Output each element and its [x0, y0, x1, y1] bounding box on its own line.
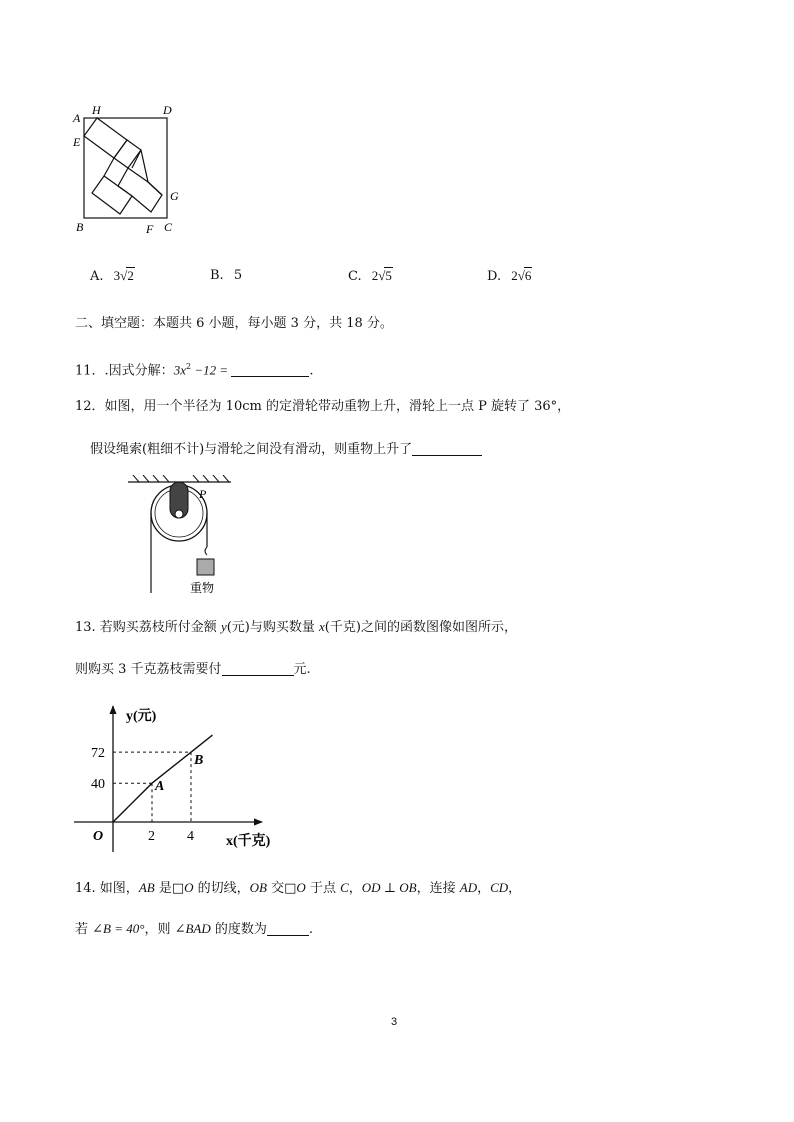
- answer-blank-13[interactable]: [222, 661, 294, 676]
- answer-blank-12[interactable]: [412, 441, 482, 456]
- option-letter: D.: [487, 269, 502, 284]
- label-b: B: [76, 220, 84, 234]
- five-squares-chain: [84, 118, 162, 214]
- question-13-line1: 13. 若购买荔枝所付金额 y(元)与购买数量 x(千克)之间的函数图像如图所示，: [75, 619, 517, 635]
- ceiling-hatching: [133, 475, 229, 482]
- y-tick-label: 40: [91, 777, 105, 793]
- label-d: D: [163, 103, 172, 117]
- origin-label: O: [93, 829, 104, 844]
- square-abcd: [84, 118, 167, 218]
- point-p-label: P: [199, 487, 207, 501]
- question-14-line1: 14. 如图，AB 是□O 的切线，OB 交□O 于点 C，OD ⊥ OB，连接 AD，CD，: [75, 880, 522, 896]
- section-2-heading: 二、填空题：本题共 6 小题，每小题 3 分，共 18 分。: [75, 316, 393, 331]
- weight-label: 重物: [190, 581, 215, 595]
- option-value: 5: [233, 268, 243, 283]
- label-a: A: [73, 111, 81, 125]
- label-e: E: [73, 135, 81, 149]
- y-axis-label: y(元): [126, 709, 157, 724]
- option-letter: C.: [348, 269, 362, 284]
- pulley-figure: [125, 475, 240, 600]
- option-letter: B.: [210, 268, 224, 283]
- point-label-a: A: [155, 779, 165, 795]
- question-12-line1: 12．如图，用一个半径为 10cm 的定滑轮带动重物上升，滑轮上一点 P 旋转了 36°，: [75, 399, 571, 414]
- y-tick-label: 72: [91, 746, 105, 762]
- question-13-line2: 则购买 3 千克荔枝需要付 元.: [75, 662, 311, 677]
- x-axis-label: x(千克): [226, 834, 271, 849]
- answer-blank-11[interactable]: [231, 362, 309, 377]
- label-h: H: [92, 103, 101, 117]
- question-14-line2: 若 ∠B = 40°，则 ∠BAD 的度数为 .: [75, 921, 314, 937]
- weight-block: [197, 559, 214, 575]
- option-letter: A.: [90, 269, 104, 284]
- x-tick-label: 4: [187, 829, 194, 844]
- question-10-figure: [70, 100, 190, 240]
- option-c[interactable]: C. 2√5: [348, 268, 392, 284]
- option-d[interactable]: D. 2√6: [487, 268, 532, 284]
- label-g: G: [170, 189, 179, 203]
- x-tick-label: 2: [148, 829, 155, 844]
- question-12-line2: 假设绳索(粗细不计)与滑轮之间没有滑动，则重物上升了: [90, 441, 482, 459]
- point-label-b: B: [194, 753, 204, 769]
- option-b[interactable]: [210, 268, 242, 283]
- label-f: F: [146, 222, 154, 236]
- function-graph: [68, 700, 298, 860]
- option-a[interactable]: A. 3√2: [90, 268, 134, 284]
- answer-blank-14[interactable]: [267, 921, 309, 936]
- question-11: 11．.因式分解：$3x^2 -12$ = .: [75, 362, 314, 379]
- label-c: C: [164, 220, 173, 234]
- page-number: 3: [391, 1016, 398, 1028]
